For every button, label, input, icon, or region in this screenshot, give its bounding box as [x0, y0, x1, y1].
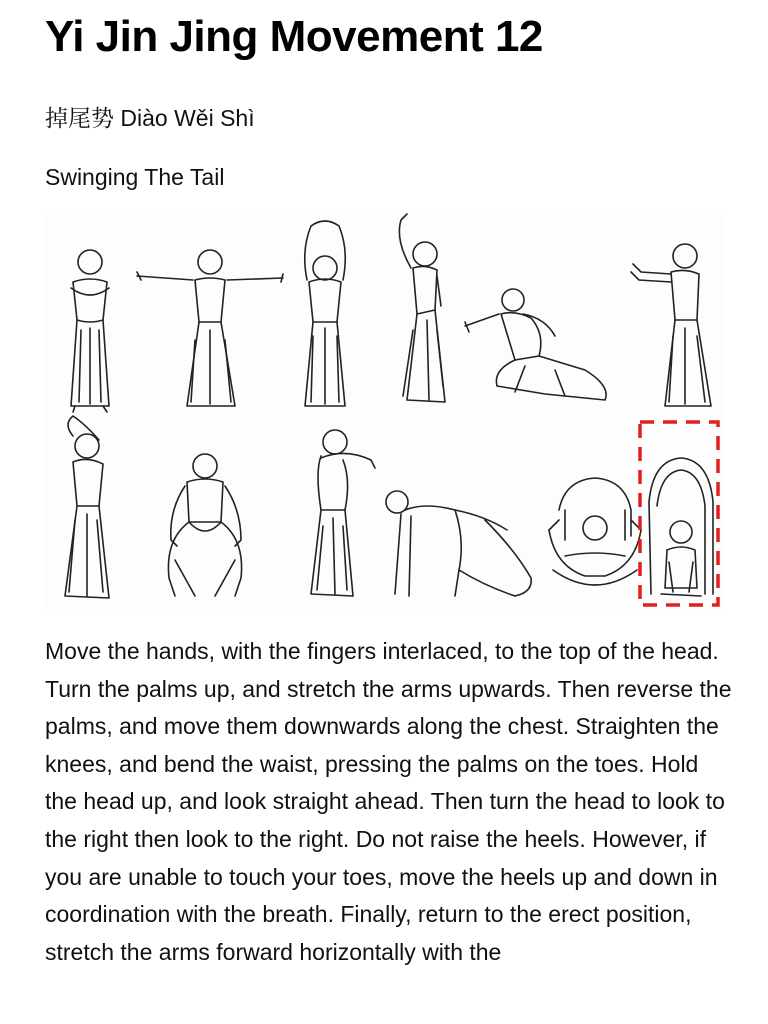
movement-illustration [45, 210, 723, 610]
description-text: Move the hands, with the fingers interlaced, to the top of the head. Turn the palms up, and stretch the arms upwards. Then reverse the palms, and move them downwards along the chest. Straighten the knees, and bend the waist, pressing the palms on the toes. Hold the head up, and look straight ahead. Then turn the head to look to the right then look to the right. Do not raise the heels. However, if you are unable to touch your toes, move the heels up and down in coordination with the breath. Finally, return to the erect position, stretch the arms forward horizontally with the [45, 638, 732, 965]
page-title: Yi Jin Jing Movement 12 [45, 12, 543, 61]
chinese-name: 掉尾势 Diào Wěi Shì [45, 105, 255, 131]
english-name: Swinging The Tail [45, 164, 225, 190]
